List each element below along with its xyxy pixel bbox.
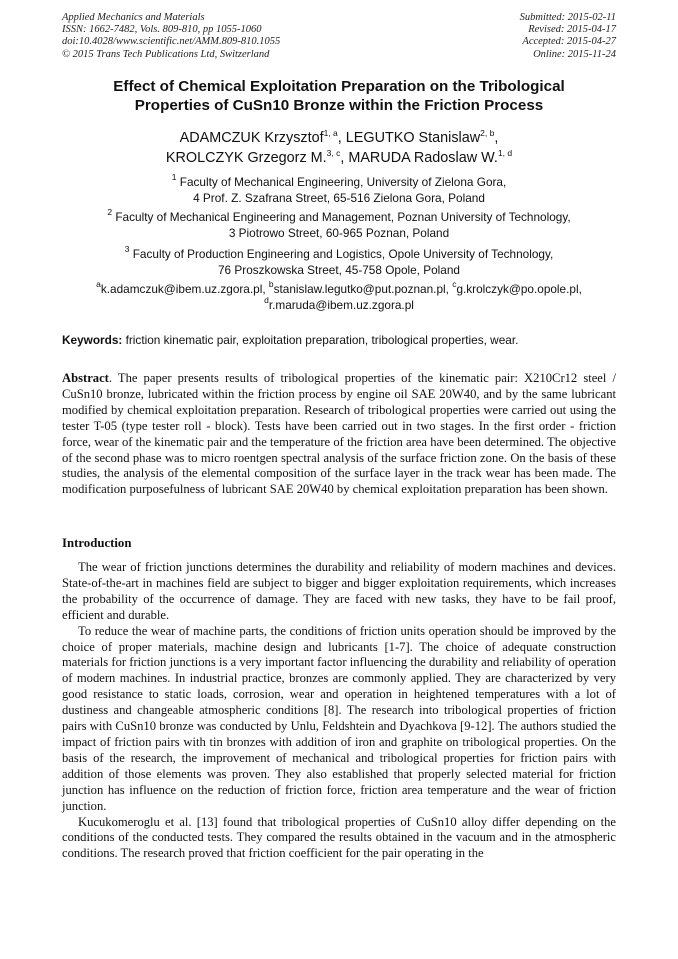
affiliation-1-number: 1 (171, 172, 177, 182)
intro-paragraph-2: To reduce the wear of machine parts, the conditions of friction units operation should be improved by the choice of proper materials, machine design and lubricants [1-7]. The choice of adequate construction materials for friction junctions is a very important factor influencing the durability and reliability of operation of modern machines. In industrial practice, bronzes are commonly applied. They are characterized by very good resistance to static loads, corrosion, wear and operation in heightened temperatures with a lot of dustiness and changeable atmospheric conditions [8]. The research into tribological properties of friction pairs with CuSn10 bronze was conducted by Unlu, Feldshtein and Dyachkova [9-12]. The authors studied the impact of friction pairs with tin bronzes with addition of iron and graphite on tribological properties. On the basis of the research, the improvement of mechanical and tribological properties for friction pairs with addition of those elements was proven. They also established that properly selected material for friction junction has influence on the reduction of friction force, friction area temperature and the wear of friction junction. (62, 623, 616, 813)
affiliation-3 (60, 244, 618, 278)
email-d: r.maruda@ibem.uz.zgora.pl (268, 297, 414, 312)
keywords-label: Keywords: (62, 333, 123, 347)
date-submitted: Submitted: 2015-02-11 (519, 12, 616, 23)
introduction-heading: Introduction (62, 536, 132, 550)
date-online: Online: 2015-11-24 (533, 48, 616, 60)
introduction-body (62, 560, 616, 862)
journal-copyright: © 2015 Trans Tech Publications Ltd, Switzerland (62, 48, 270, 60)
author-list (60, 128, 618, 168)
title-line-1: Effect of Chemical Exploitation Preparation on the Tribological (113, 78, 565, 95)
author-1-affil: 1, a (323, 128, 338, 138)
keywords (62, 333, 622, 348)
affiliation-3-line-1: Faculty of Production Engineering and Logistics, Opole University of Technology, (132, 247, 554, 261)
email-c: g.krolczyk@po.opole.pl, (456, 282, 582, 296)
abstract (62, 371, 616, 498)
email-list (60, 279, 618, 313)
date-revised: Revised: 2015-04-17 (528, 24, 616, 36)
affiliation-3-line-2: 76 Proszkowska Street, 45-758 Opole, Poland (218, 262, 460, 277)
submission-dates (520, 12, 616, 61)
affiliation-1-line-1: Faculty of Mechanical Engineering, University of Zielona Gora, (179, 175, 507, 189)
keywords-text: friction kinematic pair, exploitation preparation, tribological properties, wear. (125, 333, 519, 347)
author-2-affil: 2, b (480, 128, 495, 138)
journal-issn: ISSN: 1662-7482, Vols. 809-810, pp 1055-1060 (62, 24, 262, 36)
journal-info (62, 12, 280, 61)
abstract-label: Abstract (62, 371, 109, 385)
title-line-2: Properties of CuSn10 Bronze within the Friction Process (134, 96, 544, 114)
author-3-affil: 3, c (326, 148, 341, 158)
email-a: k.adamczuk@ibem.uz.zgora.pl, (100, 282, 266, 296)
abstract-text: . The paper presents results of tribological properties of the kinematic pair: X210Cr12 steel / CuSn10 bronze, lubricated within the friction process by engine oil SAE 20W40, and by the same lubricant modified by chemical exploitation preparation. Research of tribological properties were carried out using the tester T-05 (type tester roll - block). Tests have been carried out in two stages. In the first order - friction force, wear of the kinematic pair and the temperature of the friction area have been determined. The objective of the second phase was to micro roentgen spectral analysis of the surface friction zone. On the basis of these studies, the analysis of the elemental composition of the surface layer in the track wear has been made. The modification purposefulness of lubricant SAE 20W40 by chemical exploitation preparation has been shown. (62, 371, 616, 497)
affiliation-1 (60, 172, 618, 206)
email-b: stanislaw.legutko@put.poznan.pl, (273, 282, 449, 296)
author-1: ADAMCZUK Krzysztof (179, 130, 324, 146)
email-a-sup: a (96, 279, 101, 289)
affiliation-1-line-2: 4 Prof. Z. Szafrana Street, 65-516 Zielona Gora, Poland (193, 190, 485, 205)
author-4: MARUDA Radoslaw W. (348, 150, 498, 166)
email-b-sup: b (268, 279, 274, 289)
author-4-affil: 1, d (497, 148, 513, 158)
paper-title (60, 78, 618, 116)
email-d-sup: d (264, 294, 269, 305)
journal-doi: doi:10.4028/www.scientific.net/AMM.809-810.1055 (62, 36, 281, 48)
intro-paragraph-1: The wear of friction junctions determines the durability and reliability of modern machines and devices. State-of-the-art in machines field are subject to bigger and bigger exploitation requirements, which increases the probability of the occurrence of damage. They are faced with new tasks, they have to be fail proof, efficient and durable. (62, 560, 616, 622)
intro-paragraph-3: Kucukomeroglu et al. [13] found that tribological properties of CuSn10 alloy differ depending on the conditions of the conducted tests. They compared the results obtained in the vacuum and in the atmospheric conditions. The research proved that friction coefficient for the pair operating in the (62, 814, 616, 861)
affiliation-3-number: 3 (124, 244, 130, 254)
affiliation-2-line-1: Faculty of Mechanical Engineering and Management, Poznan University of Technology, (115, 210, 571, 224)
affiliation-2-line-2: 3 Piotrowo Street, 60-965 Poznan, Poland (228, 225, 450, 240)
authors-line-1: ADAMCZUK Krzysztof$^{1, a}$, LEGUTKO Stanislaw$^{2, b}$, (179, 128, 499, 146)
author-3: KROLCZYK Grzegorz M. (165, 150, 327, 166)
date-accepted: Accepted: 2015-04-27 (522, 36, 616, 48)
author-2: LEGUTKO Stanislaw (345, 130, 481, 146)
journal-name: Applied Mechanics and Materials (62, 12, 205, 23)
email-c-sup: c (452, 279, 457, 289)
authors-line-2: KROLCZYK Grzegorz M.$^{3, c}$, MARUDA Radoslaw W.$^{1, d}$ (165, 148, 513, 166)
affiliation-2 (60, 207, 618, 241)
affiliation-2-number: 2 (107, 207, 113, 217)
